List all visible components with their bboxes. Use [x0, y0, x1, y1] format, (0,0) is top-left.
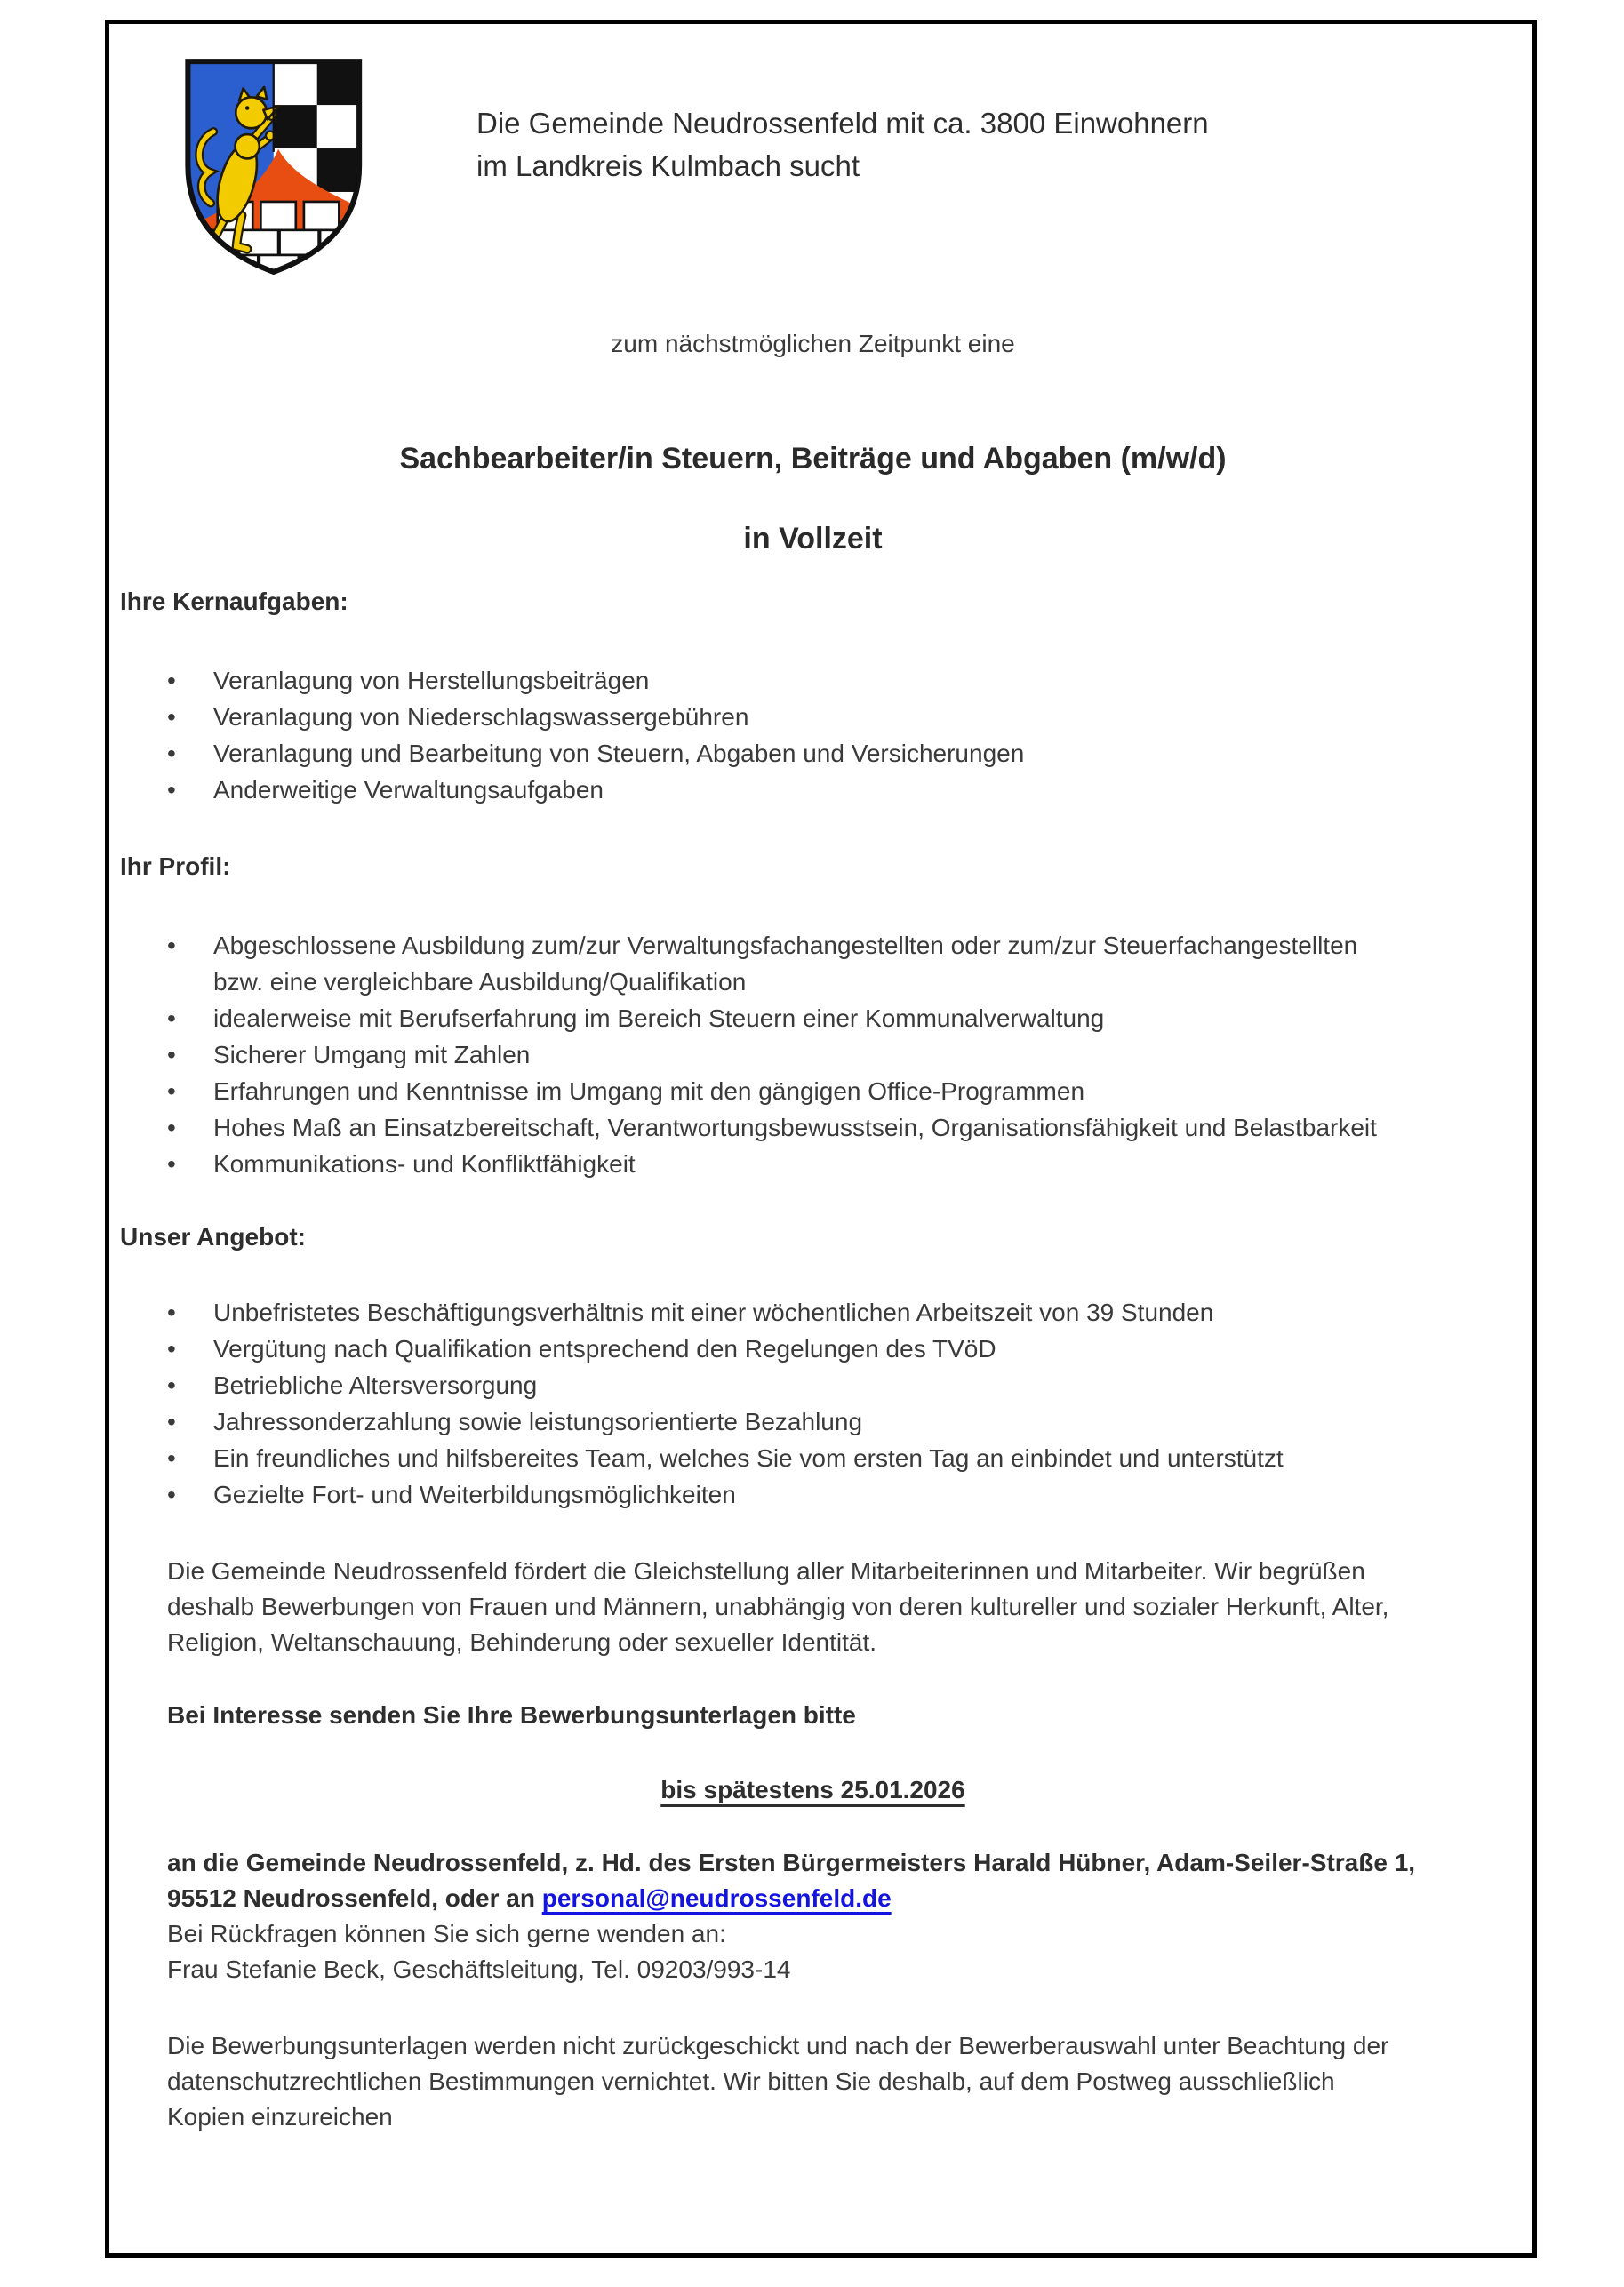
list-item: • Kommunikations- und Konfliktfähigkeit: [120, 1146, 1506, 1182]
section-heading-tasks: Ihre Kernaufgaben:: [120, 588, 348, 615]
list-item: • Betriebliche Altersversorgung: [120, 1367, 1506, 1403]
address-line-1: an die Gemeinde Neudrossenfeld, z. Hd. des Ersten Bürgermeisters Harald Hübner, Adam-Seiler-Straße 1,: [167, 1849, 1416, 1876]
list-item: • Veranlagung und Bearbeitung von Steuern, Abgaben und Versicherungen: [120, 735, 1506, 772]
list-item: • Veranlagung von Niederschlagswassergebühren: [120, 699, 1506, 735]
address-block: [167, 1845, 1506, 1987]
list-item: • Vergütung nach Qualifikation entsprechend den Regelungen des TVöD: [120, 1331, 1506, 1367]
profile-list: [120, 927, 1506, 1182]
job-posting-page: [105, 20, 1537, 2258]
list-item: • Jahressonderzahlung sowie leistungsorientierte Bezahlung: [120, 1403, 1506, 1440]
header-line-2: im Landkreis Kulmbach sucht: [476, 149, 860, 182]
list-item: • idealerweise mit Berufserfahrung im Bereich Steuern einer Kommunalverwaltung: [120, 1000, 1506, 1036]
list-item: • Abgeschlossene Ausbildung zum/zur Verwaltungsfachangestellten oder zum/zur Steuerfachangestellten bzw. eine vergleichbare Ausbildung/Qualifikation: [120, 927, 1506, 1000]
list-item: • Erfahrungen und Kenntnisse im Umgang mit den gängigen Office-Programmen: [120, 1073, 1506, 1109]
employment-type: in Vollzeit: [743, 522, 883, 556]
list-item: • Ein freundliches und hilfsbereites Team, welches Sie vom ersten Tag an einbindet und unterstützt: [120, 1440, 1506, 1476]
job-title: Sachbearbeiter/in Steuern, Beiträge und Abgaben (m/w/d): [399, 442, 1227, 476]
address-line-3: Bei Rückfragen können Sie sich gerne wenden an:: [167, 1920, 726, 1947]
tasks-list: [120, 662, 1506, 808]
list-item: • Unbefristetes Beschäftigungsverhältnis mit einer wöchentlichen Arbeitszeit von 39 Stunden: [120, 1294, 1506, 1331]
application-cta: Bei Interesse senden Sie Ihre Bewerbungsunterlagen bitte: [167, 1701, 856, 1729]
header-row: [172, 51, 1506, 280]
list-item: • Gezielte Fort- und Weiterbildungsmöglichkeiten: [120, 1476, 1506, 1513]
section-heading-profile: Ihr Profil:: [120, 852, 231, 880]
address-line-4: Frau Stefanie Beck, Geschäftsleitung, Tel. 09203/993-14: [167, 1955, 791, 1983]
coat-of-arms: [172, 51, 374, 280]
email-link[interactable]: personal@neudrossenfeld.de: [541, 1884, 892, 1912]
list-item: • Sicherer Umgang mit Zahlen: [120, 1036, 1506, 1073]
equality-paragraph: Die Gemeinde Neudrossenfeld fördert die Gleichstellung aller Mitarbeiterinnen und Mitarbeiter. Wir begrüßen deshalb Bewerbungen von Frauen und Männern, unabhängig von deren kultureller und sozialer Herkunft, Alter, Religion, Weltanschauung, Behinderung oder sexueller Identität.: [167, 1557, 1389, 1656]
intro-line: zum nächstmöglichen Zeitpunkt eine: [611, 330, 1015, 357]
section-heading-offer: Unser Angebot:: [120, 1223, 306, 1251]
offer-list: [120, 1294, 1506, 1513]
header-text: [476, 102, 1209, 188]
list-item: • Veranlagung von Herstellungsbeiträgen: [120, 662, 1506, 699]
list-item: • Anderweitige Verwaltungsaufgaben: [120, 772, 1506, 808]
header-line-1: Die Gemeinde Neudrossenfeld mit ca. 3800 Einwohnern: [476, 107, 1209, 140]
closing-paragraph: Die Bewerbungsunterlagen werden nicht zurückgeschickt und nach der Bewerberauswahl unter Beachtung der datenschutzrechtlichen Bestimmungen vernichtet. Wir bitten Sie deshalb, auf dem Postweg ausschließlich Kopien einzureichen: [167, 2032, 1389, 2131]
list-item: • Hohes Maß an Einsatzbereitschaft, Verantwortungsbewusstsein, Organisationsfähigkeit und Belastbarkeit: [120, 1109, 1506, 1146]
application-deadline: bis spätestens 25.01.2026: [660, 1776, 965, 1803]
address-line-2: 95512 Neudrossenfeld, oder an personal@neudrossenfeld.de: [167, 1884, 892, 1912]
